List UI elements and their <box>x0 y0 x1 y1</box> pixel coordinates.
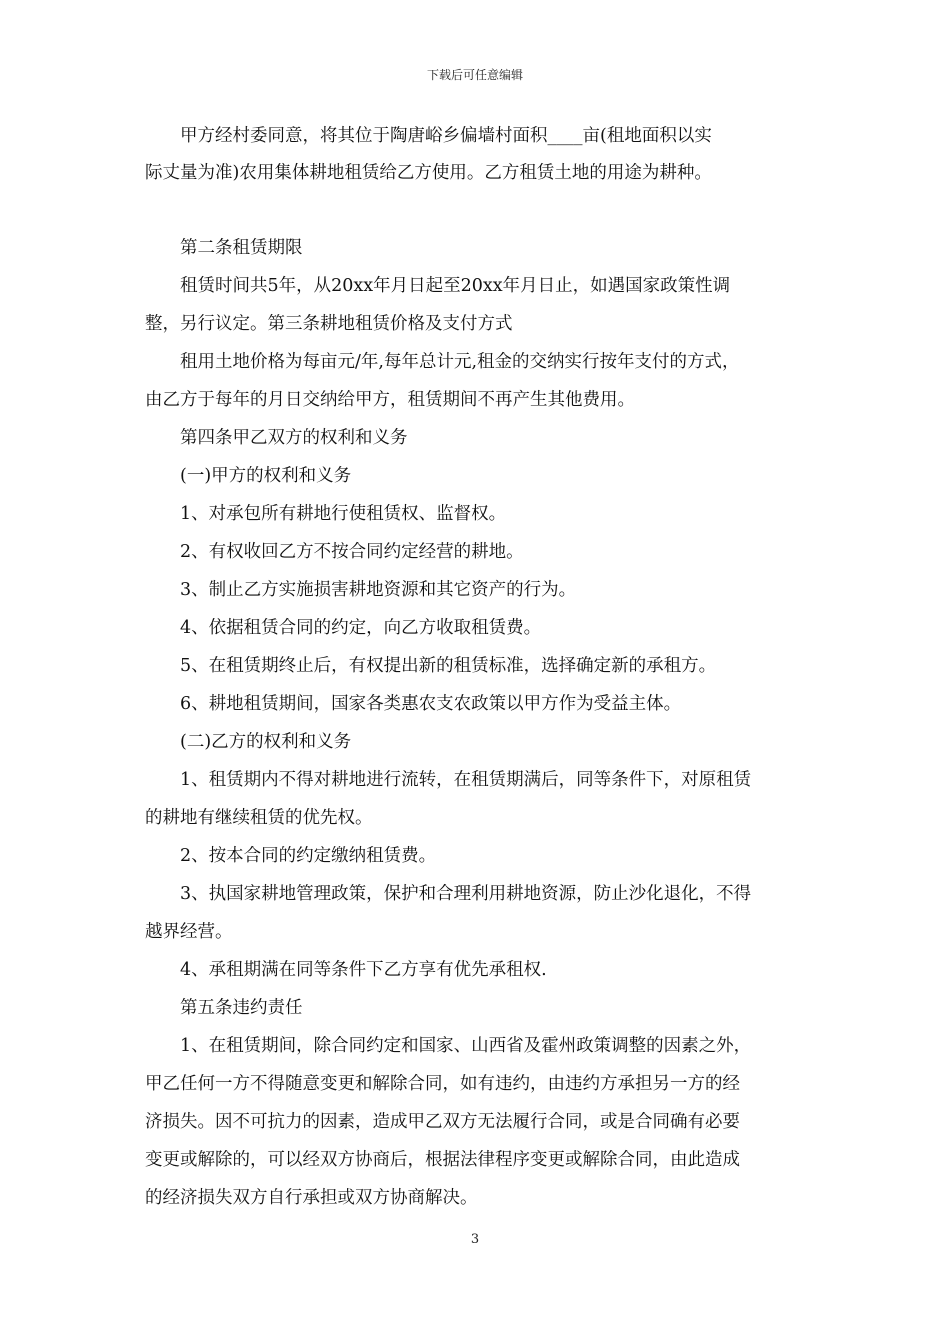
body-line: 由乙方于每年的月日交纳给甲方，租赁期间不再产生其他费用。 <box>145 390 635 410</box>
subsection-heading: (二)乙方的权利和义务 <box>180 732 352 752</box>
body-line: 际丈量为准)农用集体耕地租赁给乙方使用。乙方租赁土地的用途为耕种。 <box>145 163 712 183</box>
page-number: 3 <box>470 1232 480 1247</box>
body-line: 租用土地价格为每亩元/年,每年总计元,租金的交纳实行按年支付的方式， <box>180 352 740 372</box>
section-heading: 第二条租赁期限 <box>180 238 303 258</box>
body-line: 的耕地有继续租赁的优先权。 <box>145 808 373 828</box>
list-item: 5、在租赁期终止后，有权提出新的租赁标准，选择确定新的承租方。 <box>180 656 717 676</box>
body-line: 越界经营。 <box>145 922 233 942</box>
list-item: 6、耕地租赁期间，国家各类惠农支农政策以甲方作为受益主体。 <box>180 694 682 714</box>
list-item: 1、对承包所有耕地行使租赁权、监督权。 <box>180 504 507 524</box>
body-line: 济损失。因不可抗力的因素，造成甲乙双方无法履行合同，或是合同确有必要 <box>145 1112 740 1132</box>
list-item: 4、依据租赁合同的约定，向乙方收取租赁费。 <box>180 618 542 638</box>
body-line: 变更或解除的，可以经双方协商后，根据法律程序变更或解除合同，由此造成 <box>145 1150 740 1170</box>
body-line: 甲方经村委同意，将其位于陶唐峪乡偏墙村面积____亩(租地面积以实 <box>180 126 712 146</box>
subsection-heading: (一)甲方的权利和义务 <box>180 466 352 486</box>
list-item: 4、承租期满在同等条件下乙方享有优先承租权. <box>180 960 547 980</box>
list-item: 2、按本合同的约定缴纳租赁费。 <box>180 846 437 866</box>
list-item: 3、制止乙方实施损害耕地资源和其它资产的行为。 <box>180 580 577 600</box>
section-heading: 第五条违约责任 <box>180 998 303 1018</box>
body-line: 甲乙任何一方不得随意变更和解除合同，如有违约，由违约方承担另一方的经 <box>145 1074 740 1094</box>
list-item: 1、租赁期内不得对耕地进行流转，在租赁期满后，同等条件下，对原租赁 <box>180 770 752 790</box>
page-header: 下载后可任意编辑 <box>426 68 523 82</box>
body-line: 整，另行议定。第三条耕地租赁价格及支付方式 <box>145 314 513 334</box>
body-line: 租赁时间共5年，从20xx年月日起至20xx年月日止，如遇国家政策性调 <box>180 276 731 296</box>
section-heading: 第四条甲乙双方的权利和义务 <box>180 428 408 448</box>
list-item: 3、执国家耕地管理政策，保护和合理利用耕地资源，防止沙化退化，不得 <box>180 884 752 904</box>
body-line: 的经济损失双方自行承担或双方协商解决。 <box>145 1188 478 1208</box>
list-item: 2、有权收回乙方不按合同约定经营的耕地。 <box>180 542 524 562</box>
list-item: 1、在租赁期间，除合同约定和国家、山西省及霍州政策调整的因素之外， <box>180 1036 752 1056</box>
